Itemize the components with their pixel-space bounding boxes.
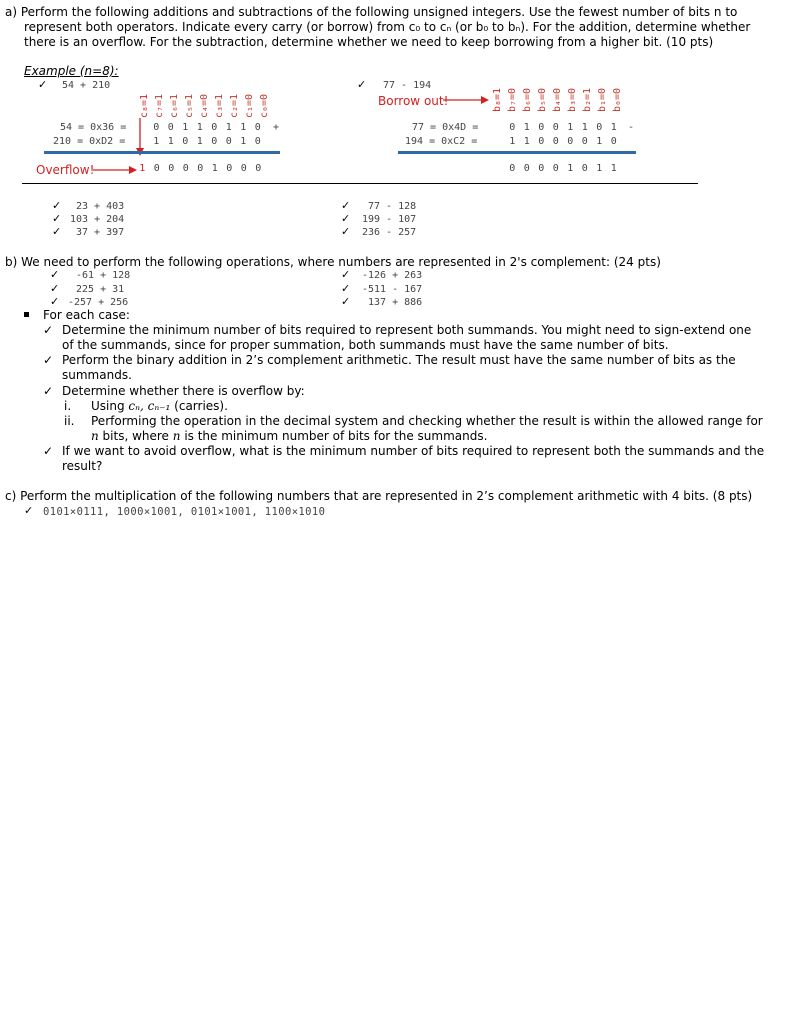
add-item: 37 + 397 (76, 227, 125, 238)
step3-i-text: Using cₙ, cₙ₋₁ (carries). (91, 399, 228, 413)
sub-item: 199 - 107 (362, 214, 417, 225)
sub-row2-bits: 1 1 0 0 0 0 1 0 (509, 136, 617, 147)
borrow-label: b₄=0 (552, 87, 563, 112)
sum-rule (44, 151, 280, 154)
sub-item: 236 - 257 (362, 227, 417, 238)
carry-label: c₅=1 (184, 93, 195, 118)
step2-line2: summands. (62, 368, 132, 382)
add-example-expr: 54 + 210 (62, 80, 111, 91)
borrow-label: b₅=0 (537, 87, 548, 112)
overflow-arrow-icon (93, 164, 137, 176)
borrow-label: b₆=0 (522, 87, 533, 112)
check-icon: ✓ (52, 199, 62, 212)
borrow-label: b₈=1 (492, 87, 503, 112)
twos-item: -126 + 263 (362, 270, 423, 281)
add-item: 23 + 403 (76, 201, 125, 212)
sub-item: 77 - 128 (368, 201, 417, 212)
check-icon: ✓ (38, 78, 48, 91)
sub-row1-label: 77 = 0x4D = (412, 122, 479, 133)
difference-rule (398, 151, 636, 154)
overflow-label: Overflow! (36, 163, 95, 177)
twos-item: 225 + 31 (76, 284, 125, 295)
check-icon: ✓ (341, 295, 351, 308)
add-row2-label: 210 = 0xD2 = (53, 136, 126, 147)
borrow-label: b₃=0 (567, 87, 578, 112)
part-a-line1: a) Perform the following additions and subtractions of the following unsigned integers. Use the fewest number of bits n to (5, 5, 738, 19)
twos-item: 137 + 886 (368, 297, 423, 308)
carry-label: c₇=1 (154, 93, 165, 118)
bullet-icon (24, 312, 29, 317)
check-icon: ✓ (52, 225, 62, 238)
borrow-label: b₇=0 (507, 87, 518, 112)
step3-i-num: i. (64, 399, 72, 413)
for-each-label: For each case: (43, 308, 130, 322)
twos-item: -61 + 128 (76, 270, 131, 281)
add-row1-label: 54 = 0x36 = (60, 122, 127, 133)
borrow-label: b₁=0 (597, 87, 608, 112)
part-a-line3: there is an overflow. For the subtraction, determine whether we need to keep borrowing from a higher bit. (10 pts) (24, 35, 714, 49)
carry-label: c₀=0 (259, 93, 270, 118)
part-a-line2: represent both operators. Indicate every carry (or borrow) from c₀ to cₙ (or b₀ to bₙ). For the addition, determine whether (24, 20, 751, 34)
add-row1-bits: 0 0 1 1 0 1 1 0 (153, 122, 261, 133)
step1-line2: of the summands, since for proper summation, both summands must have the same number of bits. (62, 338, 669, 352)
twos-item: -257 + 256 (68, 297, 129, 308)
check-icon: ✓ (50, 295, 60, 308)
sub-result-bits: 0 0 0 0 1 0 1 1 (509, 163, 617, 174)
example-label: Example (n=8): (24, 64, 119, 78)
step1-line1: Determine the minimum number of bits required to represent both summands. You might need to sign-extend one (62, 323, 752, 337)
check-icon: ✓ (43, 384, 54, 398)
add-result-bits: 1 0 0 0 0 1 0 0 0 (139, 163, 262, 174)
carry-label: c₁=0 (244, 93, 255, 118)
multiplication-items: 0101×0111, 1000×1001, 0101×1001, 1100×1010 (43, 506, 326, 518)
part-b-intro: b) We need to perform the following operations, where numbers are represented in 2's complement: (24 pts) (5, 255, 661, 269)
sub-operator: - (628, 122, 635, 133)
check-icon: ✓ (24, 504, 34, 517)
check-icon: ✓ (341, 199, 351, 212)
twos-item: -511 - 167 (362, 284, 423, 295)
check-icon: ✓ (341, 225, 351, 238)
step2-line1: Perform the binary addition in 2’s complement arithmetic. The result must have the same number of bits as the (62, 353, 736, 367)
part-c-intro: c) Perform the multiplication of the following numbers that are represented in 2’s complement arithmetic with 4 bits. (8 pts) (5, 489, 753, 503)
step3-ii-line1: Performing the operation in the decimal system and checking whether the result is within the allowed range for (91, 414, 763, 428)
borrow-out-label: Borrow out! (378, 94, 449, 108)
step3-ii-num: ii. (64, 414, 75, 428)
borrow-arrow-icon (443, 94, 489, 106)
step3-line: Determine whether there is overflow by: (62, 384, 305, 398)
step3-ii-line2: n bits, where n is the minimum number of bits for the summands. (91, 429, 488, 443)
add-item: 103 + 204 (70, 214, 125, 225)
check-icon: ✓ (43, 353, 54, 367)
carry-label: c₄=0 (199, 93, 210, 118)
borrow-label: b₀=0 (612, 87, 623, 112)
section-divider (22, 183, 698, 184)
carry-label: c₃=1 (214, 93, 225, 118)
check-icon: ✓ (341, 282, 351, 295)
check-icon: ✓ (43, 323, 54, 337)
add-operator: + (273, 122, 280, 133)
add-row2-bits: 1 1 0 1 0 0 1 0 (153, 136, 261, 147)
step4-line1: If we want to avoid overflow, what is the minimum number of bits required to represent both the summands and the (62, 444, 765, 458)
check-icon: ✓ (50, 282, 60, 295)
check-icon: ✓ (357, 78, 367, 91)
carry-label: c₈=1 (139, 93, 150, 118)
sub-example-expr: 77 - 194 (383, 80, 432, 91)
check-icon: ✓ (50, 268, 60, 281)
step4-line2: result? (62, 459, 103, 473)
carry-label: c₆=1 (169, 93, 180, 118)
check-icon: ✓ (341, 212, 351, 225)
check-icon: ✓ (52, 212, 62, 225)
check-icon: ✓ (341, 268, 351, 281)
carry-label: c₂=1 (229, 93, 240, 118)
check-icon: ✓ (43, 444, 54, 458)
sub-row1-bits: 0 1 0 0 1 1 0 1 (509, 122, 617, 133)
sub-row2-label: 194 = 0xC2 = (405, 136, 478, 147)
borrow-label: b₂=1 (582, 87, 593, 112)
